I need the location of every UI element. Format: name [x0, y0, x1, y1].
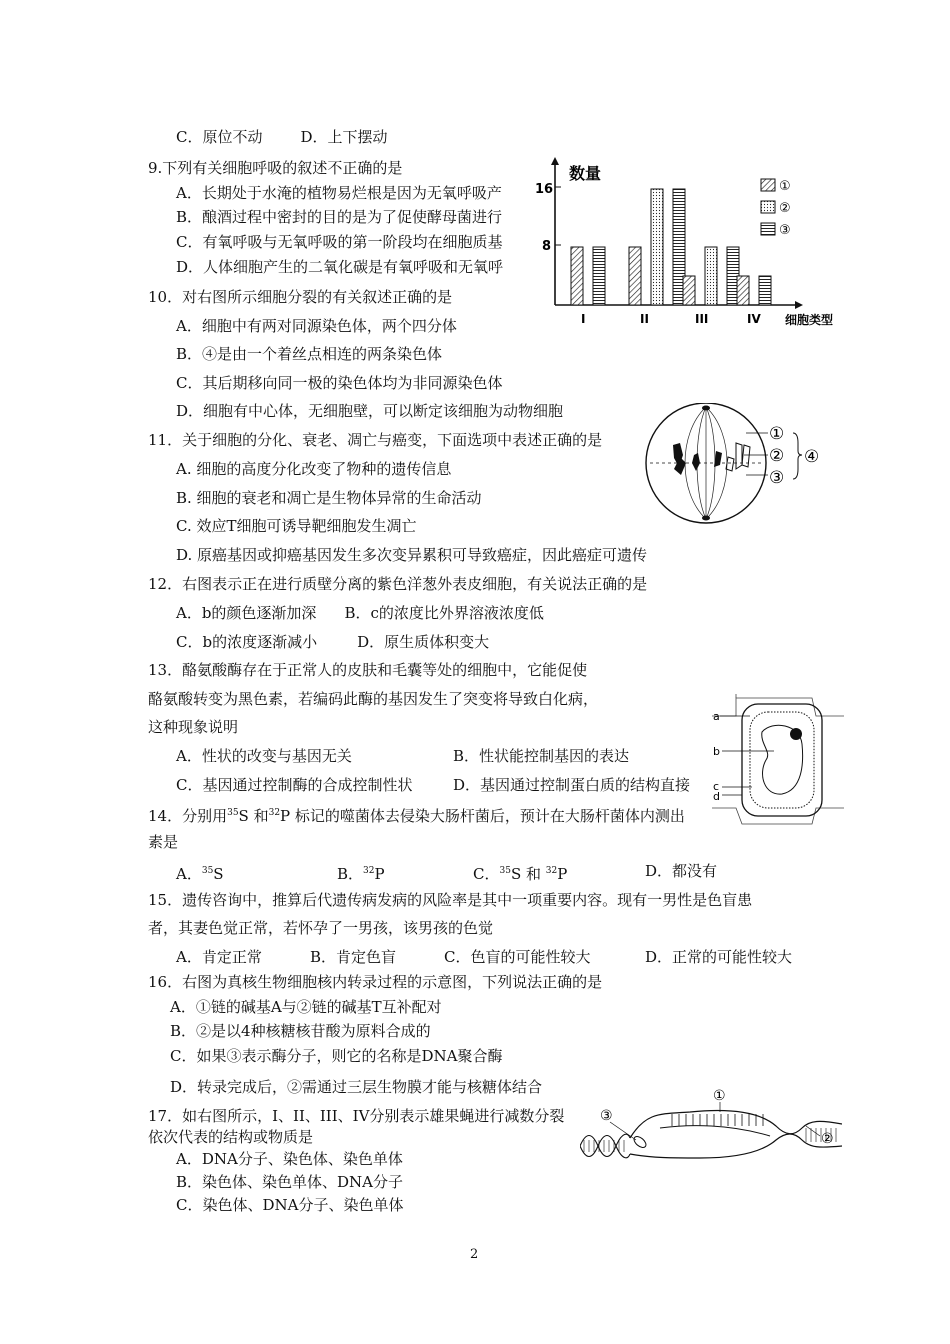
cell-label-3: ③	[769, 468, 785, 488]
q17-option-b: B．染色体、染色单体、DNA分子	[176, 1173, 404, 1191]
q16-stem: 16．右图为真核生物细胞核内转录过程的示意图，下列说法正确的是	[148, 973, 603, 991]
bar-1-series-3	[593, 247, 605, 305]
q17-stem-1: 17．如右图所示，I、II、III、IV分别表示雄果蝇进行减数分裂	[148, 1107, 565, 1125]
label-line	[806, 1126, 820, 1136]
page-number: 2	[470, 1247, 479, 1262]
q14-b-label: B．	[337, 865, 364, 883]
q14-a-element: S	[213, 865, 224, 883]
q9-option-a: A．长期处于水淹的植物易烂根是因为无氧呼吸产	[176, 184, 502, 202]
q14-option-a	[176, 861, 224, 884]
q14-c-mass-2: 32	[545, 866, 558, 876]
q13-stem-1: 13．酪氨酸酶存在于正常人的皮肤和毛囊等处的细胞中，它能促使	[148, 661, 588, 679]
q14-c-mass-1: 35	[499, 866, 511, 876]
q16-option-b: B．②是以4种核糖核苷酸为原料合成的	[170, 1022, 431, 1040]
plasmo-label-d: d	[713, 790, 720, 803]
q12-option-b: B．c的浓度比外界溶液浓度低	[344, 604, 544, 622]
plasmolysis-cell-figure	[712, 694, 844, 826]
y-axis-label: 数量	[569, 164, 602, 183]
q14-p-mass: 32	[268, 808, 281, 818]
q12-options-ab	[176, 603, 544, 623]
q10-stem: 10．对右图所示细胞分裂的有关叙述正确的是	[148, 288, 453, 306]
centriole	[702, 406, 710, 411]
q13-option-a: A．性状的改变与基因无关	[176, 747, 352, 765]
q8-option-c: C．原位不动	[176, 128, 263, 146]
bar-2-series-1	[629, 247, 641, 305]
q11-option-b: B. 细胞的衰老和凋亡是生物体异常的生命活动	[176, 489, 482, 507]
dna-strand-1	[630, 1111, 842, 1138]
nucleus	[790, 728, 802, 740]
q11-stem: 11．关于细胞的分化、衰老、凋亡与癌变，下面选项中表述正确的是	[148, 431, 603, 449]
q9-stem: 9.下列有关细胞呼吸的叙述不正确的是	[148, 159, 403, 177]
cell-label-2: ②	[769, 446, 785, 466]
y-tick-8: 8	[542, 239, 552, 254]
x-tick-3: III	[695, 312, 709, 326]
x-tick-1: I	[581, 312, 586, 326]
q10-option-b: B．④是由一个着丝点相连的两条染色体	[176, 345, 443, 363]
trans-label-2: ②	[821, 1131, 834, 1147]
q15-stem-2: 者，其妻色觉正常，若怀孕了一男孩，该男孩的色觉	[148, 919, 494, 937]
q15-option-a: A．肯定正常	[176, 948, 262, 966]
x-tick-2: II	[640, 312, 649, 326]
q16-option-c: C．如果③表示酶分子，则它的名称是DNA聚合酶	[170, 1047, 503, 1065]
cell-label-4: ④	[804, 447, 820, 467]
transcription-figure	[580, 1088, 842, 1160]
q14-option-c	[473, 861, 567, 884]
legend-swatch-3	[761, 223, 775, 235]
q13-stem-2: 酪氨酸转变为黑色素，若编码此酶的基因发生了突变将导致白化病，	[148, 690, 599, 708]
q12-stem: 12．右图表示正在进行质壁分离的紫色洋葱外表皮细胞，有关说法正确的是	[148, 575, 648, 593]
q8-option-d: D．上下摆动	[300, 128, 388, 146]
legend-swatch-1	[761, 179, 775, 191]
centriole	[702, 516, 710, 521]
chromosome	[742, 445, 750, 467]
q14-stem-pre: 14．分别用	[148, 807, 228, 825]
trans-label-1: ①	[713, 1088, 726, 1104]
q11-option-c: C. 效应T细胞可诱导靶细胞发生凋亡	[176, 517, 417, 535]
neighbor-cell-wall	[712, 698, 844, 716]
chromosome	[736, 443, 742, 469]
trans-label-3: ③	[600, 1108, 613, 1124]
q9-option-b: B．酿酒过程中密封的目的是为了促使酵母菌进行	[176, 208, 503, 226]
cell-wall	[742, 704, 822, 816]
q11-option-d: D. 原癌基因或抑癌基因发生多次变异累积可导致癌症，因此癌症可遗传	[176, 546, 648, 564]
q12-option-a: A．b的颜色逐渐加深	[176, 604, 317, 622]
q14-option-b	[337, 861, 385, 884]
q17-option-a: A．DNA分子、染色体、染色单体	[176, 1150, 403, 1168]
cell-division-figure	[636, 403, 836, 525]
bar-2-series-2	[651, 189, 663, 305]
q14-c-element-2: P	[557, 865, 568, 883]
q12-option-c: C．b的浓度逐渐减小	[176, 633, 318, 651]
q15-option-d: D．正常的可能性较大	[645, 948, 793, 966]
q14-stem-post: P 标记的噬菌体去侵染大肠杆菌后，预计在大肠杆菌体内测出	[280, 807, 685, 825]
q14-s-mass: 35	[227, 808, 239, 818]
x-axis-arrow	[795, 301, 803, 309]
q13-option-b: B．性状能控制基因的表达	[453, 747, 630, 765]
bar-4-series-1	[737, 276, 749, 305]
bar-marks	[571, 189, 771, 305]
y-tick-16: 16	[535, 182, 554, 197]
q13-option-d: D．基因通过控制蛋白质的结构直接	[453, 776, 691, 794]
dna-strand	[580, 1136, 630, 1158]
q9-option-c: C．有氧呼吸与无氧呼吸的第一阶段均在细胞质基	[176, 233, 503, 251]
bar-3-series-2	[705, 247, 717, 305]
chromosome	[714, 451, 722, 467]
x-axis-label: 细胞类型	[785, 313, 834, 327]
legend-swatch-2	[761, 201, 775, 213]
q13-stem-3: 这种现象说明	[148, 718, 239, 736]
q14-c-element-1: S	[510, 865, 522, 883]
bar-4-series-3	[759, 276, 771, 305]
dna-strand	[580, 1134, 630, 1156]
base-pair-rungs	[584, 1114, 836, 1152]
q14-stem-1	[148, 803, 685, 826]
q15-stem-1: 15．遗传咨询中，推算后代遗传病发病的风险率是其中一项重要内容。现有一男性是色盲患	[148, 891, 753, 909]
cell-label-1: ①	[769, 424, 785, 444]
q10-option-a: A．细胞中有两对同源染色体，两个四分体	[176, 317, 457, 335]
q17-option-c: C．染色体、DNA分子、染色单体	[176, 1196, 404, 1214]
q14-c-label: C．	[473, 865, 500, 883]
plasmo-label-a: a	[713, 710, 720, 723]
q16-option-a: A．①链的碱基A与②链的碱基T互补配对	[170, 998, 442, 1016]
q10-option-c: C．其后期移向同一极的染色体均为非同源染色体	[176, 374, 503, 392]
q9-option-d: D．人体细胞产生的二氧化碳是有氧呼吸和无氧呼	[176, 258, 504, 276]
q11-option-a: A. 细胞的高度分化改变了物种的遗传信息	[176, 460, 452, 478]
q14-a-label: A．	[176, 865, 202, 883]
rna-strand	[660, 1126, 770, 1136]
y-axis-arrow	[551, 157, 559, 165]
q14-stem-mid: S 和	[238, 807, 269, 825]
x-tick-4: IV	[747, 312, 761, 326]
q13-option-c: C．基因通过控制酶的合成控制性状	[176, 776, 413, 794]
chromosome	[726, 457, 734, 471]
plasmo-label-b: b	[713, 745, 720, 758]
q12-options-cd	[176, 632, 489, 652]
q14-b-element: P	[374, 865, 385, 883]
q17-stem-2: 依次代表的结构或物质是	[148, 1128, 314, 1146]
q15-option-b: B．肯定色盲	[310, 948, 397, 966]
q10-option-d: D．细胞有中心体，无细胞壁，可以断定该细胞为动物细胞	[176, 402, 564, 420]
q14-a-mass: 35	[201, 866, 214, 876]
bar-3-series-1	[683, 276, 695, 305]
legend-label-2: ②	[779, 201, 791, 216]
q14-option-d: D．都没有	[645, 862, 718, 880]
dna-strand-2	[630, 1134, 842, 1158]
legend-label-3: ③	[779, 223, 791, 238]
bar-1-series-1	[571, 247, 583, 305]
plasmo-label-c: c	[713, 780, 720, 793]
q14-stem-2: 素是	[148, 833, 179, 851]
q14-c-and: 和	[521, 865, 546, 883]
q15-option-c: C．色盲的可能性较大	[444, 948, 591, 966]
q14-b-mass: 32	[363, 866, 375, 876]
q12-option-d: D．原生质体积变大	[357, 633, 490, 651]
brace	[793, 433, 802, 479]
chromosome	[692, 453, 700, 471]
q8-options	[176, 127, 388, 147]
enzyme	[632, 1134, 648, 1149]
legend-label-1: ①	[779, 179, 791, 194]
q16-option-d: D．转录完成后，②需通过三层生物膜才能与核糖体结合	[170, 1078, 543, 1096]
label-line	[610, 1122, 636, 1140]
bar-chart-figure	[535, 155, 845, 330]
